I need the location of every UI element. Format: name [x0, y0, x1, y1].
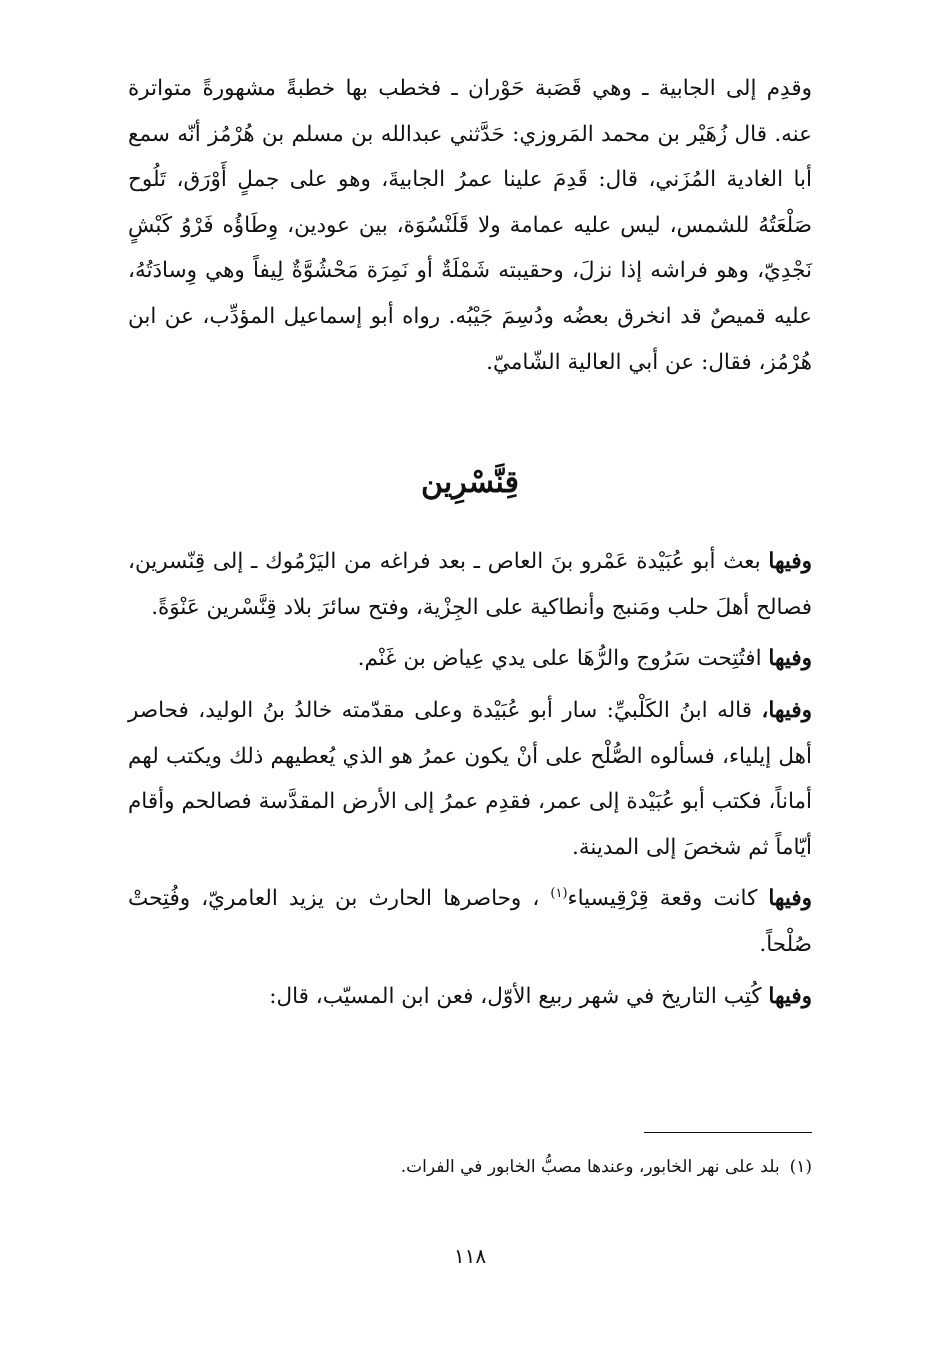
paragraph-text: افتُتِحت سَرُوج والرُّهَا على يدي عِياض بن غَنْم. [357, 646, 769, 672]
paragraph-text-after-marker: ، وحاصرها الحارث بن يزيد العامريّ، وفُتِحتْ صُلْحاً. [128, 886, 812, 957]
paragraph-text: قاله ابنُ الكَلْبيِّ: سار أبو عُبَيْدة وعلى مقدّمته خالدُ بنُ الوليد، فحاصر أهل إيلياء، فسألوه الصُّلْح على أنْ يكون عمرُ هو الذي يُعطيهم ذلك ويكتب لهم أماناً، فكتب أبو عُبَيْدة إلى عمر، فقدِم عمرُ إلى الأرض المقدَّسة فصالحم وأقام أيّاماً ثم شخصَ إلى المدينة. [128, 697, 812, 860]
footnote-marker[interactable]: (١) [550, 886, 568, 902]
paragraph-saruj-ruha [128, 636, 812, 682]
paragraph-lead: وفيها [768, 646, 812, 672]
page-number: ١١٨ [453, 1244, 487, 1268]
section-title: قِنَّسْرِين [421, 465, 519, 501]
paragraph-conquest-qinnasrin [128, 539, 812, 630]
paragraph-lead: وفيها [768, 886, 812, 912]
paragraph-text: بعث أبو عُبَيْدة عَمْرو بنَ العاص ـ بعد فراغه من اليَرْمُوك ـ إلى قِنّسرين، فصالح أهلَ حلب ومَنبج وأنطاكية على الجِزْية، وفتح سائرَ بلاد قِنَّسْرين عَنْوَةً. [128, 549, 812, 620]
footnote-number: (١) [789, 1157, 812, 1177]
paragraph-qirqisiya [128, 876, 812, 967]
paragraph-text-before-marker: كانت وقعة قِرْقِيسياء [567, 886, 769, 912]
paragraph-lead: وفيها، [761, 697, 812, 723]
paragraph-lead: وفيها [768, 549, 812, 575]
paragraph-calendar [128, 974, 812, 1020]
footnote [128, 1152, 812, 1182]
paragraph-text: كُتِب التاريخ في شهر ربيع الأوّل، فعن ابن المسيّب، قال: [269, 983, 769, 1009]
footnote-text: بلد على نهر الخابور، وعندها مصبُّ الخابور في الفرات. [400, 1157, 780, 1177]
paragraph-ilya-siege [128, 688, 812, 870]
intro-paragraph: وقدِم إلى الجابية ـ وهي قَصَبة حَوْران ـ فخطب بها خطبةً مشهورةً متواترة عنه. قال زُهَيْر بن محمد المَروزي: حَدَّثني عبدالله بن مسلم بن هُرْمُز أنّه سمع أبا الغادية المُزَني، قال: قَدِمَ علينا عمرُ الجابيةَ، وهو على جملٍ أَوْرَق، تَلُوح صَلْعَتُهُ للشمس، ليس عليه عمامة ولا قَلَنْسُوَة، بين عودين، وِطَاؤُه فَرْوُ كَبْشٍ نَجْدِيّ، وهو فراشه إذا نزلَ، وحقيبته شَمْلَةٌ أو نَمِرَة مَحْشُوَّةٌ لِيفاً وهي وِسادَتُهُ، عليه قميصٌ قد انخرق بعضُه ودُسِمَ جَيْبُه. رواه أبو إسماعيل المؤدِّب، عن ابن هُرْمُز، فقال: عن أبي العالية الشّاميّ. [128, 76, 812, 375]
paragraph-lead: وفيها [768, 983, 812, 1009]
footnote-divider [644, 1132, 812, 1133]
